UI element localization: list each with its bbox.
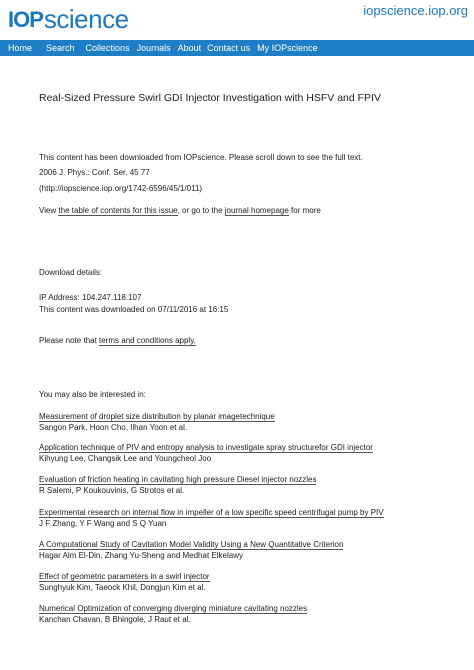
related-article-title[interactable] <box>39 443 373 453</box>
related-article-link[interactable]: Numerical Optimization of converging diverging miniature cavitating nozzles <box>39 604 308 613</box>
related-article-authors: Sunghyuk Kim, Taeock Khil, Dongjun Kim et al. <box>39 583 206 592</box>
related-article-authors: Sangon Park, Hoon Cho, Ilhan Yoon et al. <box>39 423 188 432</box>
view-middle: , or go to the <box>177 206 225 215</box>
nav-contact-us[interactable]: Contact us <box>207 43 251 53</box>
related-article-authors: Kanchan Chavan, B Bhingole, J Raut et al. <box>39 615 191 624</box>
related-heading: You may also be interested in: <box>39 390 146 399</box>
site-header <box>0 0 474 40</box>
related-article-link[interactable]: Application technique of PIV and entropy analysis to investigate spray structurefor GDI injector <box>39 443 373 452</box>
download-date: This content was downloaded on 07/11/2016 at 16:15 <box>39 305 229 314</box>
logo-iop-text: IOP <box>8 7 43 32</box>
download-details-heading: Download details: <box>39 268 103 277</box>
iopscience-logo[interactable] <box>8 2 129 32</box>
related-article-link[interactable]: Experimental research on internal flow in impeller of a low specific speed centrifugal pump by PIV <box>39 508 384 517</box>
nav-my-iopscience[interactable]: My IOPscience <box>257 43 318 53</box>
related-article-title[interactable] <box>39 412 275 422</box>
nav-about[interactable]: About <box>177 43 202 53</box>
ip-address: IP Address: 104.247.118.107 <box>39 293 142 302</box>
related-article-link[interactable]: Effect of geometric parameters in a swirl injector <box>39 572 210 581</box>
citation: 2006 J. Phys.: Conf. Ser. 45 77 <box>39 168 150 177</box>
download-notice: This content has been downloaded from IOPscience. Please scroll down to see the full text. <box>39 153 363 162</box>
related-article-link[interactable]: A Computational Study of Cavitation Model Validity Using a New Quantitative Criterion <box>39 540 344 549</box>
article-url: (http://iopscience.iop.org/1742-6596/45/1/011) <box>39 184 203 193</box>
main-navigation <box>0 40 474 56</box>
related-article-title[interactable] <box>39 540 343 550</box>
nav-journals[interactable]: Journals <box>136 43 171 53</box>
related-article-link[interactable]: Measurement of droplet size distribution by planar imagetechnique <box>39 412 275 421</box>
nav-collections[interactable]: Collections <box>85 43 130 53</box>
site-url-link[interactable]: iopscience.iop.org <box>363 3 468 18</box>
terms-link[interactable]: terms and conditions apply. <box>99 336 196 345</box>
related-article-title[interactable] <box>39 604 307 614</box>
view-suffix: for more <box>288 206 321 215</box>
related-article-authors: J F Zhang, Y F Wang and S Q Yuan <box>39 519 167 528</box>
view-prefix: View <box>39 206 59 215</box>
article-title: Real-Sized Pressure Swirl GDI Injector Investigation with HSFV and FPIV <box>39 92 381 104</box>
toc-link[interactable]: the table of contents for this issue <box>58 206 178 215</box>
logo-science-text: science <box>43 4 129 34</box>
related-article-authors: R Salemi, P Koukouvinis, G Strotos et al. <box>39 486 185 495</box>
related-article-authors: Kihyung Lee, Changsik Lee and Youngcheol Joo <box>39 454 212 463</box>
view-line <box>39 206 321 216</box>
related-article-authors: Hagar Alm El-Din, Zhang Yu-Sheng and Medhat Elkelawy <box>39 551 243 560</box>
terms-line <box>39 336 196 346</box>
nav-home[interactable]: Home <box>8 43 33 53</box>
journal-homepage-link[interactable]: journal homepage <box>224 206 289 215</box>
related-article-title[interactable] <box>39 572 210 582</box>
related-article-title[interactable] <box>39 475 316 485</box>
related-article-title[interactable] <box>39 508 384 518</box>
related-article-link[interactable]: Evaluation of friction heating in cavitating high pressure Diesel injector nozzles <box>39 475 317 484</box>
nav-search[interactable]: Search <box>46 43 75 53</box>
terms-prefix: Please note that <box>39 336 100 345</box>
